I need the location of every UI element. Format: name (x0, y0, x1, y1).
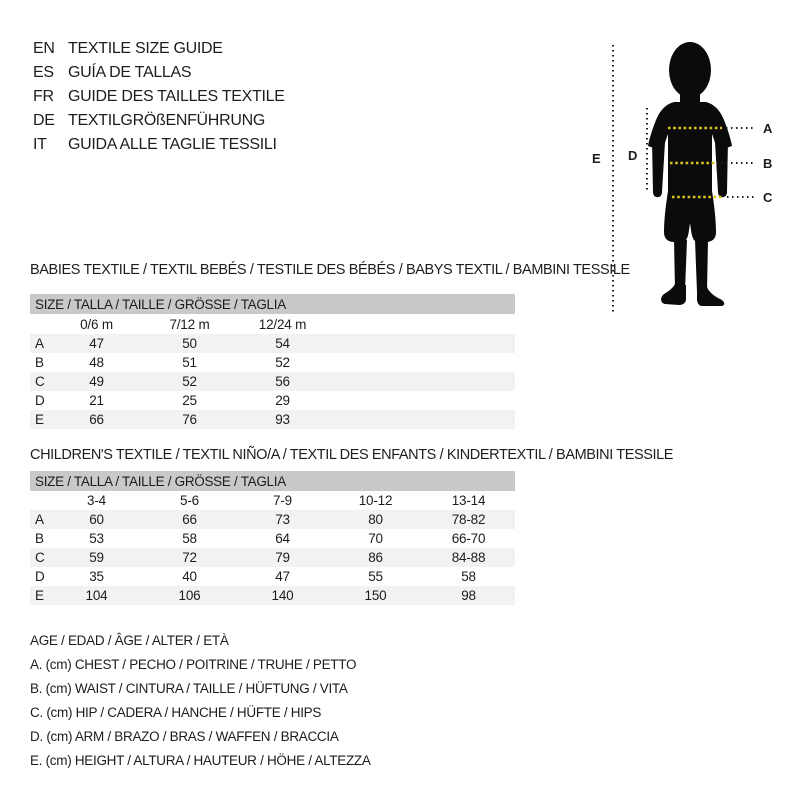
row-label: D (35, 393, 45, 408)
legend-line-age: AGE / EDAD / ÂGE / ALTER / ETÀ (30, 633, 229, 648)
label-hip: C (763, 190, 773, 205)
language-title: TEXTILGRÖßENFÜHRUNG (68, 112, 265, 129)
table-row (30, 529, 515, 548)
babies-size-table (30, 314, 515, 429)
table-cell: 52 (182, 374, 197, 389)
babies-section-heading: BABIES TEXTILE / TEXTIL BEBÉS / TESTILE DES BÉBÉS / BABYS TEXTIL / BAMBINI TESSILE (30, 262, 630, 278)
column-header: 5-6 (180, 493, 199, 508)
table-cell: 106 (178, 588, 201, 603)
table-row (30, 510, 515, 529)
row-label: D (35, 569, 45, 584)
measurement-legend (30, 629, 371, 773)
table-cell: 73 (275, 512, 290, 527)
table-row (30, 372, 515, 391)
table-cell: 78-82 (451, 512, 486, 527)
table-cell: 25 (182, 393, 197, 408)
column-header: 0/6 m (80, 316, 113, 332)
table-row (30, 334, 515, 353)
language-row (33, 85, 285, 109)
children-size-table (30, 491, 515, 605)
table-cell: 21 (89, 393, 104, 408)
language-row (33, 133, 285, 157)
row-label: C (35, 550, 45, 565)
label-chest: A (763, 121, 773, 136)
table-cell: 140 (271, 588, 294, 603)
row-label: C (35, 374, 45, 389)
table-cell: 47 (275, 569, 290, 584)
language-code: IT (33, 136, 47, 153)
table-cell: 51 (182, 355, 197, 370)
table-cell: 93 (275, 412, 290, 427)
column-header: 10-12 (358, 493, 393, 508)
table-cell: 54 (275, 336, 290, 351)
language-code: FR (33, 88, 54, 105)
table-cell: 66-70 (451, 531, 486, 546)
label-height: E (592, 151, 601, 166)
table-cell: 50 (182, 336, 197, 351)
table-row (30, 567, 515, 586)
table-cell: 59 (89, 550, 104, 565)
table-row (30, 410, 515, 429)
table-cell: 55 (368, 569, 383, 584)
babies-size-header-bar: SIZE / TALLA / TAILLE / GRÖSSE / TAGLIA (30, 294, 515, 314)
table-cell: 66 (182, 512, 197, 527)
legend-line-hip: C. (cm) HIP / CADERA / HANCHE / HÜFTE / HIPS (30, 705, 322, 720)
column-header: 7-9 (273, 493, 292, 508)
table-cell: 84-88 (451, 550, 486, 565)
table-cell: 150 (364, 588, 387, 603)
table-cell: 47 (89, 336, 104, 351)
table-cell: 80 (368, 512, 383, 527)
language-title: TEXTILE SIZE GUIDE (68, 40, 223, 57)
table-row (30, 586, 515, 605)
table-cell: 64 (275, 531, 290, 546)
language-code: ES (33, 64, 54, 81)
legend-line-height: E. (cm) HEIGHT / ALTURA / HAUTEUR / HÖHE / ALTEZZA (30, 753, 371, 768)
column-header: 3-4 (87, 493, 106, 508)
child-silhouette-icon (648, 42, 732, 306)
legend-line-chest: A. (cm) CHEST / PECHO / POITRINE / TRUHE / PETTO (30, 657, 357, 672)
label-waist: B (763, 156, 773, 171)
table-cell: 70 (368, 531, 383, 546)
children-size-header-bar: SIZE / TALLA / TAILLE / GRÖSSE / TAGLIA (30, 471, 515, 491)
row-label: B (35, 355, 44, 370)
language-code: EN (33, 40, 55, 57)
table-cell: 35 (89, 569, 104, 584)
row-label: E (35, 412, 44, 427)
language-title: GUÍA DE TALLAS (68, 64, 192, 81)
row-label: B (35, 531, 44, 546)
row-label: A (35, 512, 44, 527)
children-section-heading: CHILDREN'S TEXTILE / TEXTIL NIÑO/A / TEXTIL DES ENFANTS / KINDERTEXTIL / BAMBINI TESSILE (30, 447, 674, 463)
table-cell: 58 (461, 569, 476, 584)
table-cell: 29 (275, 393, 290, 408)
legend-line-arm: D. (cm) ARM / BRAZO / BRAS / WAFFEN / BRACCIA (30, 729, 339, 744)
row-label: A (35, 336, 44, 351)
label-arm: D (628, 148, 638, 163)
language-row (33, 61, 285, 85)
table-cell: 56 (275, 374, 290, 389)
table-row (30, 353, 515, 372)
table-cell: 53 (89, 531, 104, 546)
table-cell: 72 (182, 550, 197, 565)
language-row (33, 37, 285, 61)
table-header-row (30, 491, 515, 510)
table-cell: 60 (89, 512, 104, 527)
table-cell: 52 (275, 355, 290, 370)
language-title: GUIDE DES TAILLES TEXTILE (68, 88, 285, 105)
table-cell: 76 (182, 412, 197, 427)
table-cell: 66 (89, 412, 104, 427)
table-cell: 98 (461, 588, 476, 603)
table-row (30, 391, 515, 410)
table-cell: 40 (182, 569, 197, 584)
column-header: 12/24 m (258, 316, 307, 332)
table-cell: 86 (368, 550, 383, 565)
table-cell: 48 (89, 355, 104, 370)
column-header: 13-14 (451, 493, 486, 508)
language-code: DE (33, 112, 55, 129)
table-cell: 104 (85, 588, 108, 603)
table-cell: 49 (89, 374, 104, 389)
table-cell: 79 (275, 550, 290, 565)
table-cell: 58 (182, 531, 197, 546)
language-row (33, 109, 285, 133)
language-title: GUIDA ALLE TAGLIE TESSILI (68, 136, 277, 153)
legend-line-waist: B. (cm) WAIST / CINTURA / TAILLE / HÜFTUNG / VITA (30, 681, 348, 696)
table-header-row (30, 314, 515, 334)
table-row (30, 548, 515, 567)
language-title-list (33, 37, 285, 157)
column-header: 7/12 m (169, 316, 210, 332)
row-label: E (35, 588, 44, 603)
